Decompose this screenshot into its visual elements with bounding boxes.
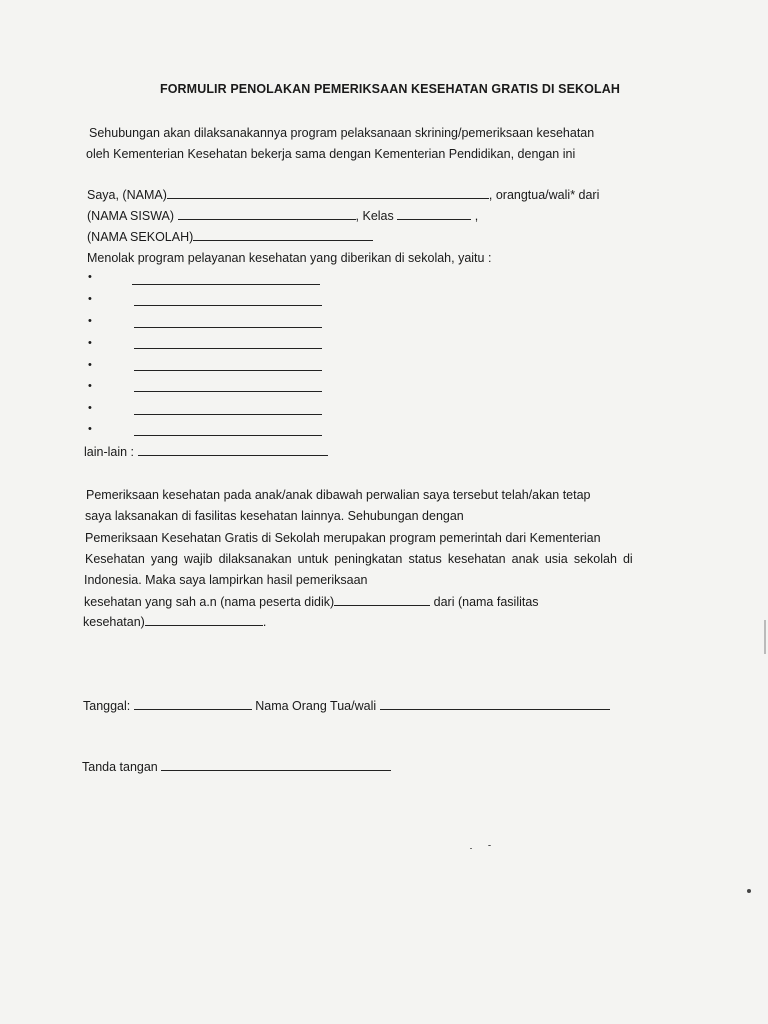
kelas-field[interactable]: [397, 207, 471, 220]
bullet-2: •: [88, 293, 92, 305]
bullet-line-1[interactable]: [132, 284, 320, 285]
field-row-sekolah: [87, 228, 373, 245]
form-title: FORMULIR PENOLAKAN PEMERIKSAAN KESEHATAN GRATIS DI SEKOLAH: [160, 82, 620, 96]
bullet-8: •: [88, 423, 92, 435]
nama-ortu-sign-field[interactable]: [380, 697, 610, 710]
tanda-tangan-field[interactable]: [161, 758, 391, 771]
para2-line-2: saya laksanakan di fasilitas kesehatan lainnya. Sehubungan dengan: [85, 509, 464, 523]
bullet-7: •: [88, 402, 92, 414]
bullet-4: •: [88, 337, 92, 349]
intro-line-1: Sehubungan akan dilaksanakannya program pelaksanaan skrining/pemeriksaan kesehatan: [89, 126, 595, 140]
scan-edge-mark: [764, 620, 766, 654]
saya-label: Saya, (NAMA): [87, 188, 167, 202]
scan-speck: [488, 845, 491, 846]
bullet-line-4[interactable]: [134, 348, 322, 349]
field-row-lain: [84, 443, 328, 460]
para2-line-4: Kesehatan yang wajib dilaksanakan untuk peningkatan status kesehatan anak usia sekolah di: [85, 552, 633, 566]
bullet-line-5[interactable]: [134, 370, 322, 371]
field-row-fasilitas: [83, 613, 266, 630]
intro-line-2: oleh Kementerian Kesehatan bekerja sama dengan Kementerian Pendidikan, dengan ini: [86, 147, 576, 161]
scan-speck: [470, 848, 472, 849]
lain-label: lain-lain :: [84, 445, 135, 459]
bullet-1: •: [88, 271, 92, 283]
bullet-3: •: [88, 315, 92, 327]
field-row-nama: [87, 186, 599, 203]
bullet-line-6[interactable]: [134, 391, 322, 392]
bullet-6: •: [88, 380, 92, 392]
tanda-tangan-label: Tanda tangan: [82, 760, 158, 774]
para2-line-1: Pemeriksaan kesehatan pada anak/anak dibawah perwalian saya tersebut telah/akan tetap: [86, 488, 591, 502]
scan-speck: [747, 889, 751, 893]
field-row-siswa: [87, 207, 478, 224]
nama-sekolah-label: (NAMA SEKOLAH): [87, 230, 194, 244]
field-row-peserta: [84, 593, 539, 610]
nama-siswa-field[interactable]: [178, 207, 356, 220]
bullet-line-7[interactable]: [134, 414, 322, 415]
bullet-line-2[interactable]: [134, 305, 322, 306]
bullet-line-3[interactable]: [134, 327, 322, 328]
para2-line-3: Pemeriksaan Kesehatan Gratis di Sekolah merupakan program pemerintah dari Kementerian: [85, 531, 601, 545]
para2-line-6b: dari (nama fasilitas: [433, 595, 539, 609]
lain-field[interactable]: [138, 443, 328, 456]
para2-line-6a: kesehatan yang sah a.n (nama peserta didik): [84, 595, 335, 609]
nama-siswa-label: (NAMA SISWA): [87, 209, 175, 223]
para2-line-5: Indonesia. Maka saya lampirkan hasil pemeriksaan: [84, 573, 368, 587]
kelas-suffix: ,: [474, 209, 479, 223]
nama-ortu-field[interactable]: [167, 186, 489, 199]
menolak-text: Menolak program pelayanan kesehatan yang diberikan di sekolah, yaitu :: [87, 251, 492, 265]
tanggal-field[interactable]: [134, 697, 252, 710]
bullet-line-8[interactable]: [134, 435, 322, 436]
nama-fasilitas-field[interactable]: [145, 613, 263, 626]
bullet-5: •: [88, 359, 92, 371]
nama-peserta-field[interactable]: [334, 593, 430, 606]
tanggal-label: Tanggal:: [83, 699, 131, 713]
field-row-ttd: [82, 758, 391, 775]
para2-line-7: kesehatan): [83, 615, 145, 629]
field-row-tanggal: [83, 697, 610, 714]
kelas-label: , Kelas: [355, 209, 394, 223]
nama-sekolah-field[interactable]: [193, 228, 373, 241]
nama-ortu-label: Nama Orang Tua/wali: [255, 699, 377, 713]
orangtua-label: , orangtua/wali* dari: [488, 188, 600, 202]
para2-line-7-end: .: [262, 615, 267, 629]
